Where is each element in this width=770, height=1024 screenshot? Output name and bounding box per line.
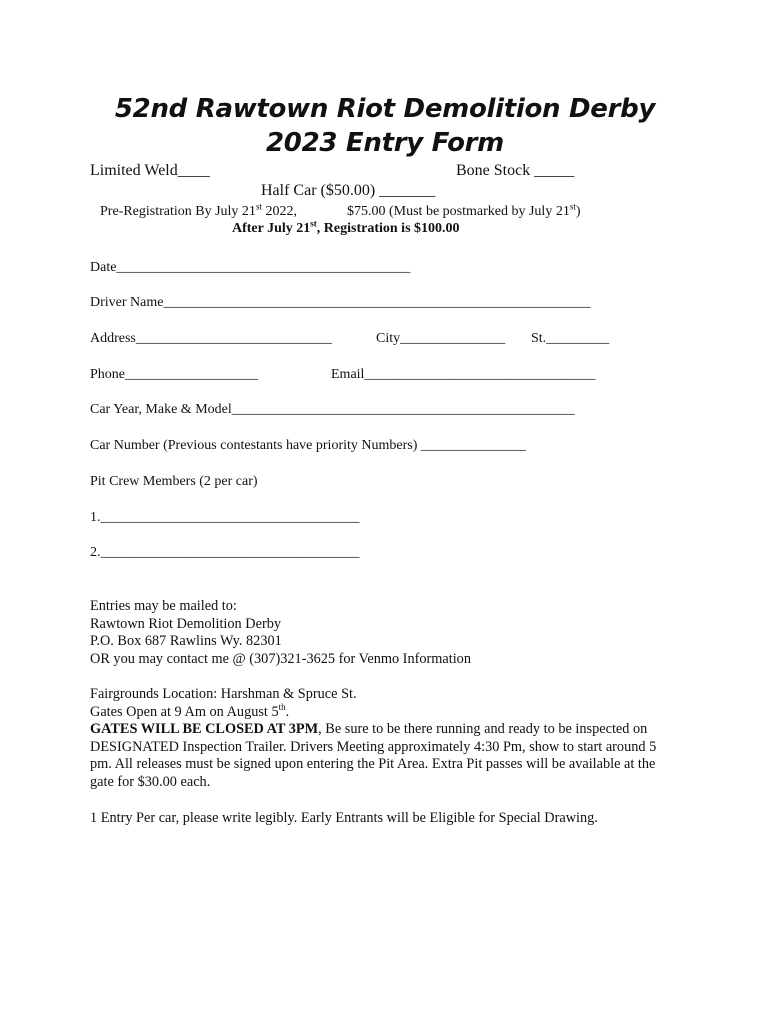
crew-member-2-field[interactable]: 2._____________________________________ — [90, 545, 360, 560]
city-field[interactable]: City_______________ — [376, 331, 506, 346]
fairgrounds-location: Fairgrounds Location: Harshman & Spruce St. — [90, 686, 357, 702]
form-title: 52nd Rawtown Riot Demolition Derby — [114, 94, 656, 124]
date-field[interactable]: Date__________________________________________ — [90, 260, 411, 275]
address-field[interactable]: Address____________________________ — [90, 331, 332, 346]
contact-info: OR you may contact me @ (307)321-3625 for Venmo Information — [90, 650, 471, 667]
crew-member-1-field[interactable]: 1._____________________________________ — [90, 510, 360, 525]
limited-weld-class[interactable]: Limited Weld____ — [90, 162, 210, 179]
car-field[interactable]: Car Year, Make & Model_________________________________________________ — [90, 402, 575, 417]
preregistration-price: $75.00 (Must be postmarked by July 21st) — [347, 201, 581, 219]
car-number-field[interactable]: Car Number (Previous contestants have priority Numbers) _______________ — [90, 438, 526, 453]
pit-crew-label: Pit Crew Members (2 per car) — [90, 474, 258, 489]
preregistration-date: Pre-Registration By July 21st 2022, — [100, 201, 297, 219]
mailing-intro: Entries may be mailed to: — [90, 598, 237, 614]
gates-open: Gates Open at 9 Am on August 5th. — [90, 701, 290, 720]
gates-closed-notice: GATES WILL BE CLOSED AT 3PM, Be sure to be there running and ready to be inspected on DESIGNATED Inspection Trailer. Drivers Meeting approximately 4:30 Pm, show to start around 5 pm. All releases must be signed upon entering the Pit Area. Extra Pit passes will be available at the gate for $30.00 each. — [90, 721, 657, 790]
email-field[interactable]: Email_________________________________ — [331, 367, 596, 382]
bone-stock-class[interactable]: Bone Stock _____ — [456, 162, 575, 179]
phone-field[interactable]: Phone___________________ — [90, 367, 258, 382]
mailing-address: P.O. Box 687 Rawlins Wy. 82301 — [90, 633, 282, 649]
mailing-info — [90, 598, 690, 668]
late-registration-price: After July 21st, Registration is $100.00 — [232, 218, 460, 236]
half-car-class[interactable]: Half Car ($50.00) _______ — [261, 182, 436, 199]
entry-note: 1 Entry Per car, please write legibly. Early Entrants will be Eligible for Special Drawing. — [90, 810, 598, 826]
state-field[interactable]: St._________ — [531, 331, 610, 346]
driver-name-field[interactable]: Driver Name_____________________________________________________________ — [90, 295, 591, 310]
event-info — [90, 686, 680, 791]
form-subtitle: 2023 Entry Form — [266, 128, 504, 158]
mailing-name: Rawtown Riot Demolition Derby — [90, 615, 282, 632]
